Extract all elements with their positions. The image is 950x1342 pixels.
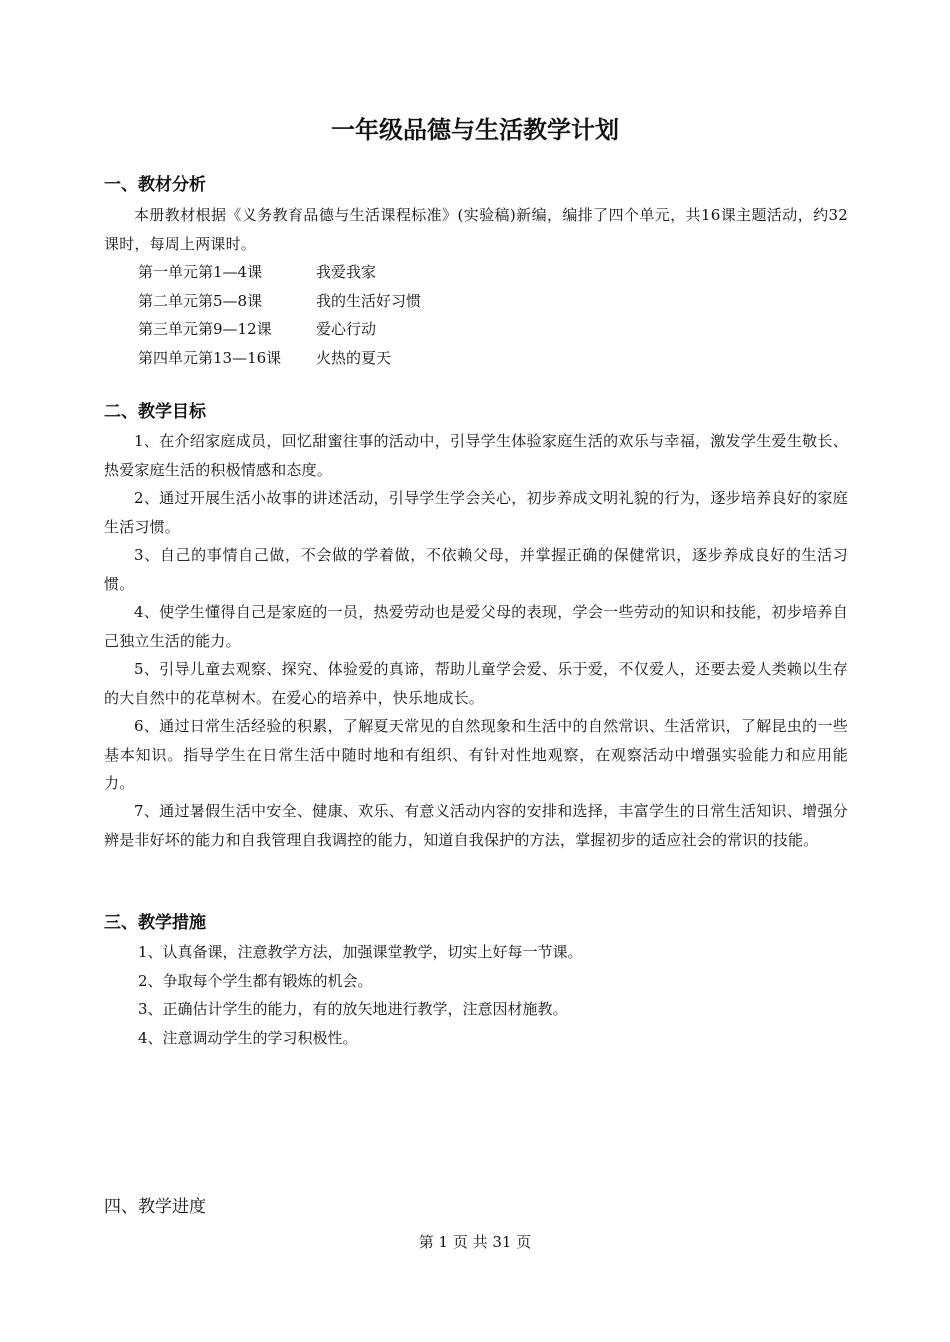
unit-theme: 火热的夏天 <box>316 348 392 367</box>
section-heading-progress: 四、教学进度 <box>104 1197 206 1217</box>
unit-list <box>138 258 421 372</box>
measures-list <box>138 938 583 1052</box>
unit-theme: 我的生活好习惯 <box>316 291 422 310</box>
page-number-footer: 第 1 页 共 31 页 <box>418 1233 532 1251</box>
measure-item: 3、正确估计学生的能力，有的放矢地进行教学，注意因材施教。 <box>138 1000 568 1018</box>
unit-theme: 我爱我家 <box>316 263 377 281</box>
document-title: 一年级品德与生活教学计划 <box>331 116 619 144</box>
goal-item: 4、使学生懂得自己是家庭的一员，热爱劳动也是爱父母的表现，学会一些劳动的知识和技能，初步培养自己独立生活的能力。 <box>104 603 848 650</box>
goal-item: 6、通过日常生活经验的积累，了解夏天常见的自然现象和生活中的自然常识、生活常识，了解昆虫的一些基本知识。指导学生在日常生活中随时地和有组织、有针对性地观察，在观察活动中增强实验能力和应用能力。 <box>104 717 848 792</box>
measure-item: 4、注意调动学生的学习积极性。 <box>138 1028 358 1047</box>
unit-range: 第四单元第13—16课 <box>138 348 282 367</box>
section-heading-goals: 二、教学目标 <box>104 402 206 422</box>
goal-item: 5、引导儿童去观察、探究、体验爱的真谛，帮助儿童学会爱、乐于爱，不仅爱人，还要去爱人类赖以生存的大自然中的花草树木。在爱心的培养中，快乐地成长。 <box>104 660 848 707</box>
unit-row <box>138 344 421 373</box>
analysis-intro: 本册教材根据《义务教育品德与生活课程标准》(实验稿)新编，编排了四个单元，共16课主题活动，约32课时，每周上两课时。 <box>104 206 848 253</box>
goal-item: 2、通过开展生活小故事的讲述活动，引导学生学会关心，初步养成文明礼貌的行为，逐步培养良好的家庭生活习惯。 <box>104 489 848 536</box>
unit-range: 第三单元第9—12课 <box>138 320 272 338</box>
section-heading-measures: 三、教学措施 <box>104 913 206 933</box>
unit-row <box>138 258 421 287</box>
unit-theme: 爱心行动 <box>316 320 377 338</box>
unit-row <box>138 287 421 316</box>
unit-range: 第二单元第5—8课 <box>138 291 263 310</box>
goal-item: 7、通过暑假生活中安全、健康、欢乐、有意义活动内容的安排和选择，丰富学生的日常生活知识、增强分辨是非好坏的能力和自我管理自我调控的能力，知道自我保护的方法，掌握初步的适应社会的常识的技能。 <box>104 802 848 849</box>
goal-item: 3、自己的事情自己做，不会做的学着做，不依赖父母，并掌握正确的保健常识，逐步养成良好的生活习惯。 <box>104 546 848 593</box>
goal-item: 1、在介绍家庭成员，回忆甜蜜往事的活动中，引导学生体验家庭生活的欢乐与幸福，激发学生爱生敬长、热爱家庭生活的积极情感和态度。 <box>104 432 848 479</box>
measure-item: 1、认真备课，注意教学方法，加强课堂教学，切实上好每一节课。 <box>138 943 583 961</box>
measure-item: 2、争取每个学生都有锻炼的机会。 <box>138 971 373 990</box>
unit-row <box>138 315 421 344</box>
unit-range: 第一单元第1—4课 <box>138 263 263 281</box>
section-heading-analysis: 一、教材分析 <box>104 175 206 195</box>
